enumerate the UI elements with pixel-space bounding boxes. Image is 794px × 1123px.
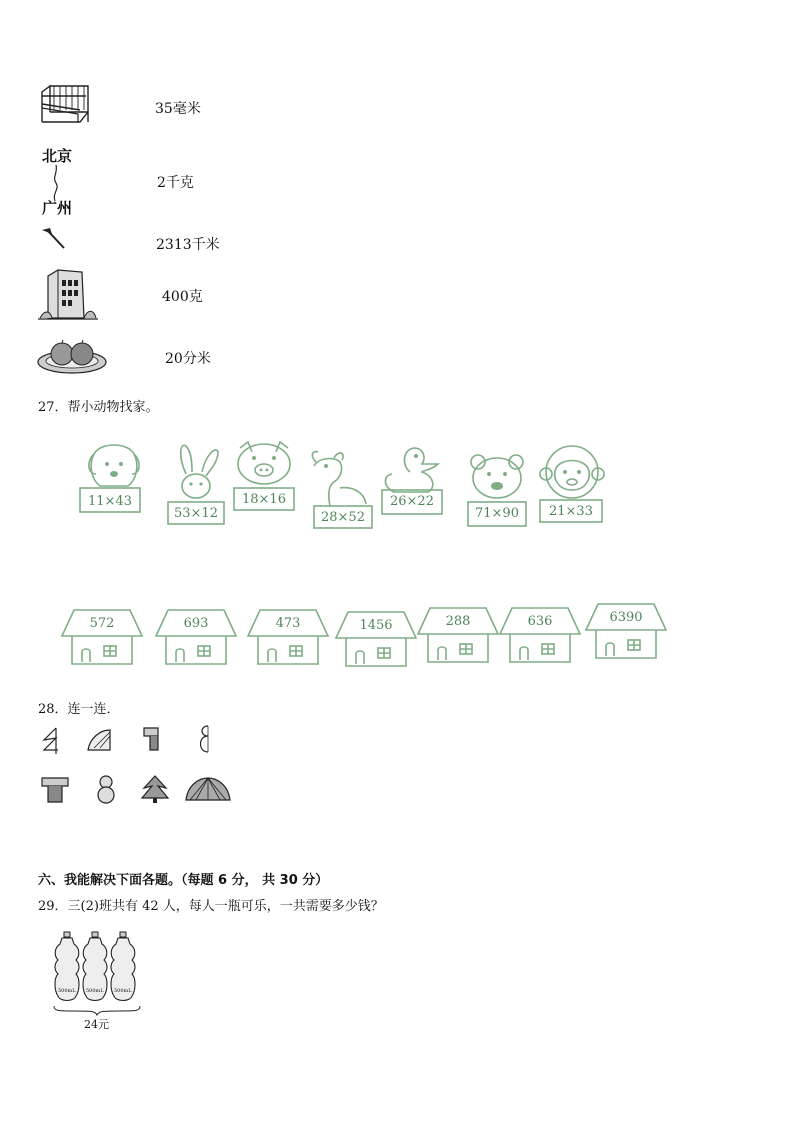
- tree-icon: [140, 774, 170, 804]
- house-icon: [584, 600, 668, 660]
- price-label: 24元: [84, 1018, 109, 1031]
- animal-expression: 21×33: [549, 504, 593, 519]
- bottle-volume-label: 500mL: [86, 988, 104, 994]
- goat-icon: [306, 448, 376, 534]
- unit-value: 2313千米: [156, 237, 220, 253]
- map-city-bottom: 广州: [42, 199, 73, 217]
- map-city-top: 北京: [42, 147, 73, 165]
- half-house-icon: [142, 726, 162, 752]
- house-icon: [416, 604, 500, 664]
- monkey-icon: [538, 444, 610, 526]
- question-27-title: 27．帮小动物找家。: [38, 400, 159, 415]
- pig-icon: [232, 440, 298, 514]
- animal-expression: 53×12: [174, 506, 218, 521]
- animal-expression: 18×16: [242, 492, 286, 507]
- house-icon: [334, 608, 418, 668]
- animal-expression: 11×43: [88, 494, 132, 509]
- question-29-title: 29．三(2)班共有 42 人，每人一瓶可乐，一共需要多少钱？: [38, 899, 384, 914]
- house-number: 473: [275, 616, 301, 631]
- snowman-icon: [94, 774, 118, 804]
- house-number: 288: [445, 614, 471, 629]
- unit-value: 400克: [162, 289, 203, 305]
- half-umbrella-icon: [86, 728, 114, 752]
- half-tree-icon: [40, 726, 62, 754]
- house-icon: [154, 606, 238, 666]
- animal-expression: 28×52: [321, 510, 365, 525]
- bottle-volume-label: 500mL: [58, 988, 76, 994]
- house-icon: [60, 606, 144, 666]
- cola-bottles-figure: [52, 930, 142, 1030]
- unit-value: 2千克: [157, 175, 194, 191]
- house-number: 693: [183, 616, 209, 631]
- half-snowman-icon: [196, 724, 210, 754]
- bed-icon: [38, 82, 92, 128]
- house-number: 6390: [609, 610, 643, 625]
- animal-expression: 71×90: [475, 506, 519, 521]
- rabbit-icon: [166, 440, 228, 526]
- duck-icon: [380, 442, 448, 518]
- map-route-icon: [40, 145, 84, 217]
- bottle-volume-label: 500mL: [114, 988, 132, 994]
- brace-icon: [54, 1006, 140, 1015]
- section-6-heading: 六、我能解决下面各题。（每题 6 分， 共 30 分）: [38, 873, 329, 888]
- nail-icon: [40, 226, 70, 254]
- house-number: 1456: [359, 618, 393, 633]
- house-number: 572: [89, 616, 115, 631]
- question-28-title: 28．连一连．: [38, 702, 120, 717]
- house-icon: [246, 606, 330, 666]
- dog-icon: [80, 442, 148, 522]
- house-number: 636: [527, 614, 553, 629]
- building-icon: [38, 266, 98, 322]
- fruit-plate-icon: [36, 336, 108, 376]
- umbrella-icon: [184, 776, 232, 802]
- house-icon: [498, 604, 582, 664]
- bear-icon: [466, 452, 530, 530]
- unit-value: 20分米: [165, 351, 211, 367]
- animal-expression: 26×22: [390, 494, 434, 509]
- house-icon: [40, 774, 70, 804]
- unit-value: 35毫米: [155, 101, 201, 117]
